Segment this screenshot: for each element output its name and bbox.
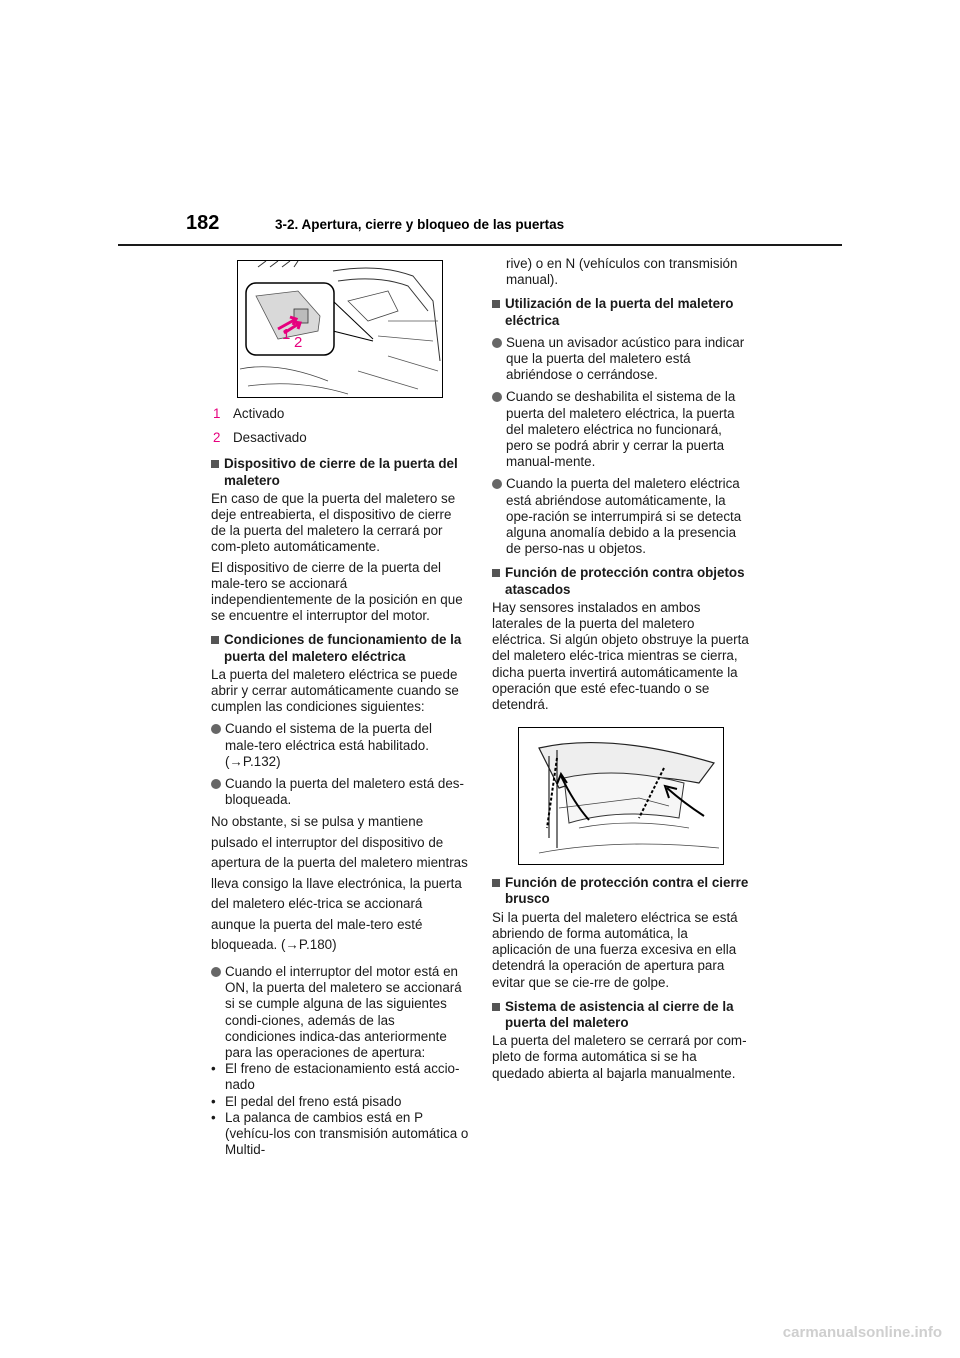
sub-bullet-marker: • xyxy=(211,1093,216,1109)
paragraph: Hay sensores instalados en ambos laterales de la puerta del maletero eléctrica. Si algún objeto obstruye la puerta del maletero eléc-trica mientras se cierra, dicha puerta invertirá automáticamente la operación que esté efec-tuando o se detendrá. xyxy=(492,599,749,713)
tailgate-switch-illustration xyxy=(238,261,441,396)
bullet-item: Cuando la puerta del maletero está des-bloqueada. xyxy=(211,776,469,808)
paragraph: En caso de que la puerta del maletero se deje entreabierta, el dispositivo de cierre de la puerta del maletero la cerrará por com-pleto automáticamente. xyxy=(211,490,456,555)
label-text: Activado xyxy=(233,406,285,421)
square-bullet-icon xyxy=(492,879,500,887)
circle-bullet-icon xyxy=(211,967,221,977)
paragraph: Si la puerta del maletero eléctrica se está abriendo de forma automática, la aplicación de una fuerza excesiva en ella detendrá la operación de apertura para evitar que se cie-rre de golpe. xyxy=(492,909,738,990)
square-bullet-icon xyxy=(492,569,500,577)
header-rule xyxy=(118,244,842,246)
heading-jam-protection: Función de protección contra objetos atascados xyxy=(492,565,750,597)
paragraph: La puerta del maletero se cerrará por com-pleto de forma automática si se ha quedado abierta al bajarla manualmente. xyxy=(492,1033,747,1081)
circle-bullet-icon xyxy=(492,338,502,348)
square-bullet-icon xyxy=(211,636,219,644)
circle-bullet-icon xyxy=(492,479,502,489)
bullet-item: Cuando la puerta del maletero eléctrica está abriéndose automáticamente, la ope-ración se interrumpirá si se detecta alguna anomalía debido a la presencia de perso-nas u objetos. xyxy=(492,476,750,557)
section-title: 3-2. Apertura, cierre y bloqueo de las puertas xyxy=(275,217,565,232)
callout-2: 2 xyxy=(294,334,303,351)
square-bullet-icon xyxy=(492,1003,500,1011)
heading-slam-protection: Función de protección contra el cierre brusco xyxy=(492,875,750,907)
right-column xyxy=(492,256,750,1086)
bullet-item: Cuando el sistema de la puerta del male-tero eléctrica está habilitado. (→P.132) xyxy=(211,721,469,770)
callout-1: 1 xyxy=(282,326,291,343)
heading-using-power-tailgate: Utilización de la puerta del maletero eléctrica xyxy=(492,296,750,328)
square-bullet-icon xyxy=(211,460,219,468)
heading-operating-conditions: Condiciones de funcionamiento de la puerta del maletero eléctrica xyxy=(211,632,469,664)
sub-item: • El pedal del freno está pisado xyxy=(211,1093,402,1109)
square-bullet-icon xyxy=(492,300,500,308)
label-text: Desactivado xyxy=(233,430,307,446)
label-number: 2 xyxy=(213,430,221,446)
label-item xyxy=(211,430,469,446)
label-item xyxy=(211,406,469,422)
bullet-item: Cuando se deshabilita el sistema de la puerta del maletero eléctrica, la puerta del maletero eléctrica no funcionará, pero se podrá abrir y cerrar la puerta manual-mente. xyxy=(492,389,750,470)
sub-bullet-marker: • xyxy=(211,1061,216,1077)
tailgate-sensor-figure xyxy=(518,727,724,865)
sub-item: • La palanca de cambios está en P (vehícu-los con transmisión automática o Multid- xyxy=(211,1109,469,1158)
sub-item: • El freno de estacionamiento está accio-nado xyxy=(211,1061,460,1093)
label-number: 1 xyxy=(213,406,221,421)
circle-bullet-icon xyxy=(492,392,502,402)
left-column xyxy=(211,260,469,1162)
tailgate-sensor-illustration xyxy=(519,728,722,863)
paragraph: El dispositivo de cierre de la puerta del male-tero se accionará independientemente de la posición en que se encuentre el interruptor del motor. xyxy=(211,559,463,624)
circle-bullet-icon xyxy=(211,724,221,734)
paragraph: No obstante, si se pulsa y mantiene pulsado el interruptor del dispositivo de apertura de la puerta del maletero mientras lleva consigo la llave electrónica, la puerta del maletero eléc-trica se accionará aunque la puerta del male-tero esté bloqueada. (→P.180) xyxy=(211,814,468,953)
bullet-item: Suena un avisador acústico para indicar que la puerta del maletero está abriéndose o cerrándose. xyxy=(492,335,750,384)
circle-bullet-icon xyxy=(211,779,221,789)
bullet-item: Cuando el interruptor del motor está en ON, la puerta del maletero se accionará si se cumple alguna de las siguientes condi-ciones, además de las condiciones indica-das anteriormente para las operaciones de apertura: • El freno de estacionamiento está accio-nado • El pedal del freno está pisado • La palanca de cambios está en P (vehícu-los con transmisión automática o Multid- xyxy=(211,963,469,1158)
paragraph: rive) o en N (vehículos con transmisión manual). xyxy=(506,256,738,288)
page-number: 182 xyxy=(186,212,220,234)
heading-closing-device: Dispositivo de cierre de la puerta del maletero xyxy=(211,456,469,488)
watermark: carmanualsonline.info xyxy=(782,1324,942,1341)
heading-closing-assist: Sistema de asistencia al cierre de la puerta del maletero xyxy=(492,999,750,1031)
sub-bullet-marker: • xyxy=(211,1109,216,1125)
paragraph: La puerta del maletero eléctrica se puede abrir y cerrar automáticamente cuando se cumplen las condiciones siguientes: xyxy=(211,666,459,715)
tailgate-switch-figure xyxy=(237,260,443,398)
